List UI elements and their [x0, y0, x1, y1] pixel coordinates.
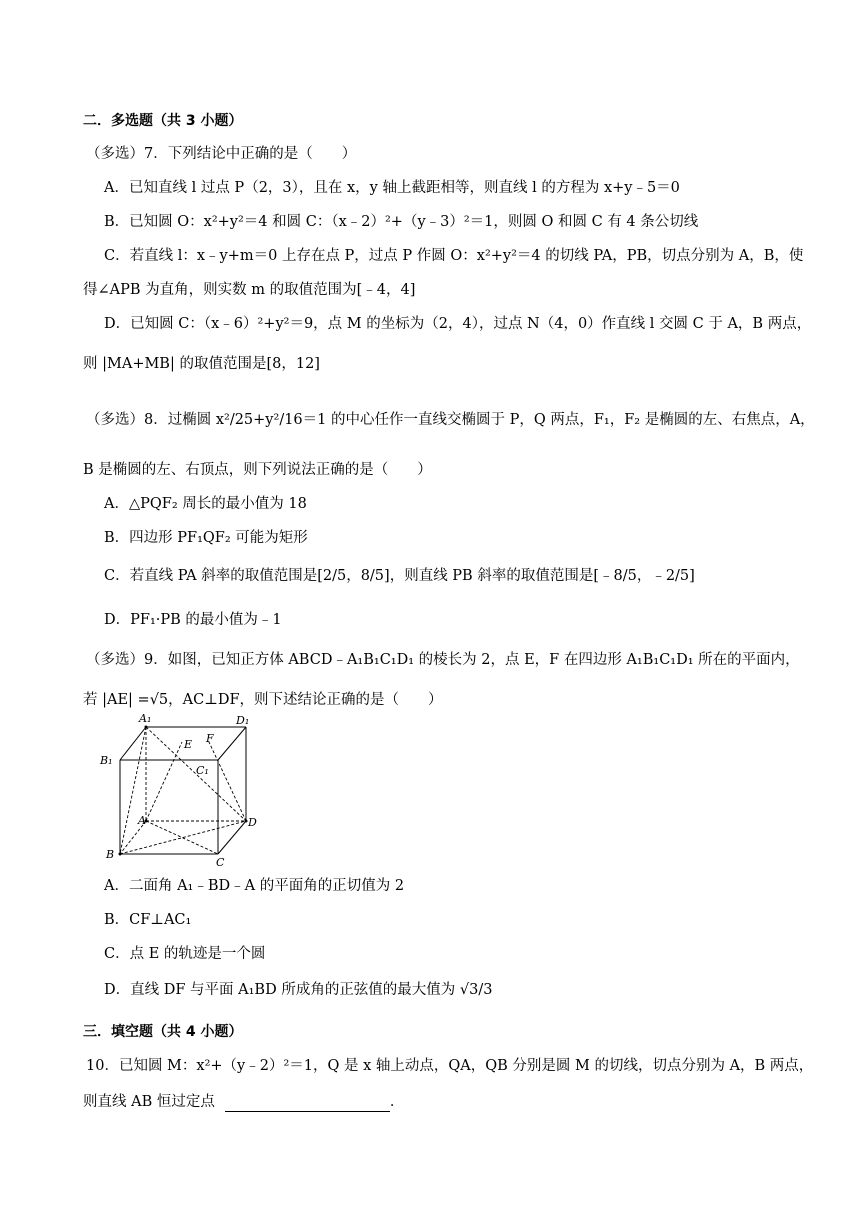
figure-label-a: A [138, 814, 146, 827]
cube-figure [96, 712, 276, 868]
q10-line2-text: 则直线 AB 恒过定点 [83, 1094, 215, 1110]
q10-line1: 10．已知圆 M：x²+（y﹣2）²＝1，Q 是 x 轴上动点，QA，QB 分别是圆 M 的切线，切点分别为 A，B 两点， [86, 1058, 814, 1074]
figure-label-c1: C₁ [196, 764, 209, 777]
q7-option-a: A．已知直线 l 过点 P（2，3），且在 x，y 轴上截距相等，则直线 l 的方程为 x+y﹣5＝0 [104, 180, 680, 196]
figure-label-a1: A₁ [139, 712, 152, 725]
figure-label-e: E [184, 738, 193, 751]
q8-option-a: A．△PQF₂ 周长的最小值为 18 [104, 496, 307, 512]
q8-stem-line1: （多选）8．过椭圆 x²/25+y²/16＝1 的中心任作一直线交椭圆于 P，Q 两点，F₁，F₂ 是椭圆的左、右焦点，A， [86, 412, 815, 428]
q9-stem-line2: 若 |AE| =√5，AC⊥DF，则下述结论正确的是（ ） [83, 692, 443, 708]
section-heading-fill-blank: 三．填空题（共 4 小题） [83, 1024, 243, 1040]
figure-label-f: F [206, 732, 214, 745]
q9-option-c: C．点 E 的轨迹是一个圆 [104, 946, 266, 962]
figure-label-b1: B₁ [100, 754, 113, 767]
q9-option-a: A．二面角 A₁﹣BD﹣A 的平面角的正切值为 2 [104, 878, 405, 894]
q7-stem: （多选）7．下列结论中正确的是（ ） [86, 146, 357, 162]
q8-option-d: D．PF₁·PB 的最小值为﹣1 [104, 612, 282, 628]
figure-label-b: B [106, 848, 115, 861]
q7-option-b: B．已知圆 O：x²+y²＝4 和圆 C：（x﹣2）²+（y﹣3）²＝1，则圆 O 和圆 C 有 4 条公切线 [104, 214, 699, 230]
section-heading-multi-choice: 二．多选题（共 3 小题） [83, 113, 243, 129]
q7-option-d-line2: 则 |MA+MB| 的取值范围是[8，12] [83, 356, 320, 372]
q8-option-c: C．若直线 PA 斜率的取值范围是[2/5，8/5]，则直线 PB 斜率的取值范围是[﹣8/5，﹣2/5] [104, 568, 695, 584]
q9-stem-line1: （多选）9．如图，已知正方体 ABCD﹣A₁B₁C₁D₁ 的棱长为 2，点 E，F 在四边形 A₁B₁C₁D₁ 所在的平面内， [86, 652, 800, 668]
q10-answer-blank[interactable] [225, 1097, 390, 1112]
q10-line2 [83, 1092, 404, 1112]
q8-stem-line2: B 是椭圆的左、右顶点，则下列说法正确的是（ ） [83, 462, 432, 478]
q7-option-d-line1: D．已知圆 C：（x﹣6）²+y²＝9，点 M 的坐标为（2，4），过点 N（4，0）作直线 l 交圆 C 于 A，B 两点， [104, 316, 812, 332]
q8-option-b: B．四边形 PF₁QF₂ 可能为矩形 [104, 530, 308, 546]
q9-option-b: B．CF⊥AC₁ [104, 912, 192, 928]
q10-line2-end: ． [389, 1094, 405, 1110]
figure-label-d: D [248, 816, 257, 829]
q7-option-c-line2: 得∠APB 为直角，则实数 m 的取值范围为[﹣4，4] [83, 282, 416, 298]
q7-option-c-line1: C．若直线 l：x﹣y+m＝0 上存在点 P，过点 P 作圆 O：x²+y²＝4 的切线 PA，PB，切点分别为 A，B，使 [104, 248, 804, 264]
figure-label-d1: D₁ [236, 714, 250, 727]
q9-option-d: D．直线 DF 与平面 A₁BD 所成角的正弦值的最大值为 √3/3 [104, 982, 493, 998]
figure-label-c: C [216, 856, 225, 868]
